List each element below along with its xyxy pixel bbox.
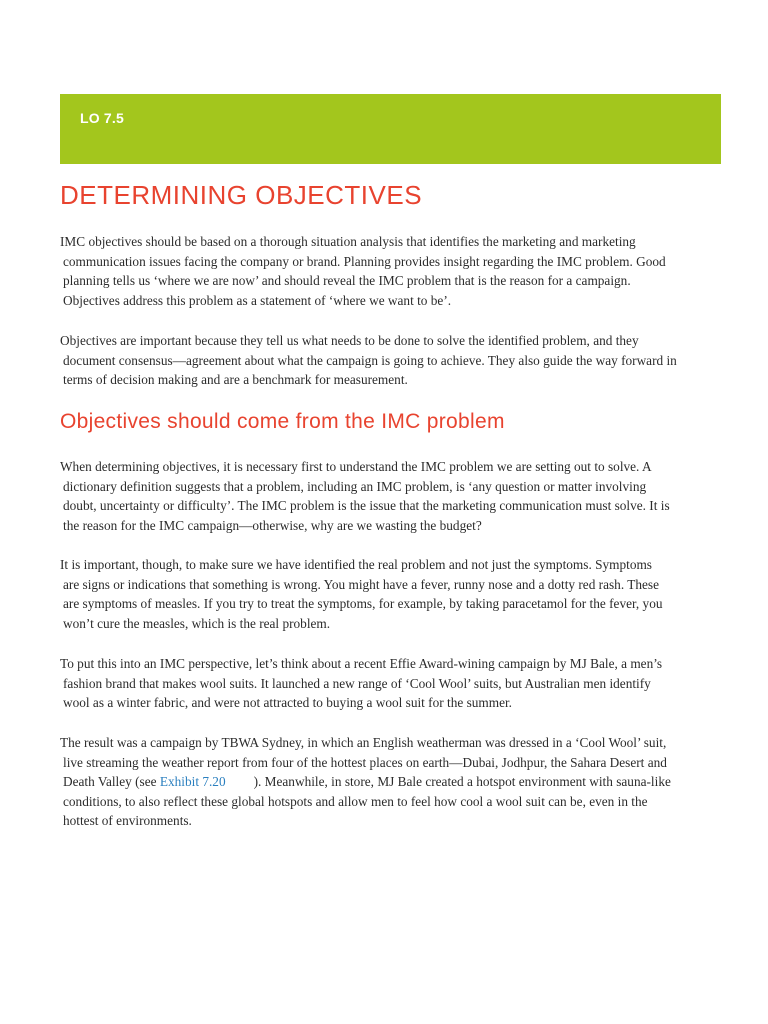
text-line: conditions, to also reflect these global hotspots and allow men to feel how cool a wool suit can be, even in the xyxy=(63,793,648,809)
text-line: hottest of environments. xyxy=(63,813,192,828)
text-line: IMC objectives should be based on a thorough situation analysis that identifies the marketing and marketing xyxy=(60,234,636,249)
text-fragment: ). Meanwhile, in store, MJ Bale created a hotspot environment with sauna-like xyxy=(253,774,671,789)
intro-paragraph-1 xyxy=(60,232,725,310)
text-line: document consensus—agreement about what the campaign is going to achieve. They also guide the way forward in xyxy=(63,352,677,368)
subsection-heading: Objectives should come from the IMC problem xyxy=(60,410,505,433)
text-line: dictionary definition suggests that a problem, including an IMC problem, is ‘any question or matter involving xyxy=(63,478,647,494)
text-line: It is important, though, to make sure we have identified the real problem and not just the symptoms. Symptoms xyxy=(60,557,652,572)
text-line xyxy=(60,772,725,792)
text-line: terms of decision making and are a benchmark for measurement. xyxy=(63,372,408,387)
text-line: won’t cure the measles, which is the real problem. xyxy=(63,615,331,631)
text-line: are symptoms of measles. If you try to treat the symptoms, for example, by taking paracetamol for the fever, you xyxy=(63,596,663,611)
body-paragraph-4 xyxy=(60,733,725,831)
text-line: When determining objectives, it is necessary first to understand the IMC problem we are setting out to solve. A xyxy=(60,459,652,474)
text-line: wool as a winter fabric, and were not attracted to buying a wool suit for the summer. xyxy=(63,695,513,710)
text-line: communication issues facing the company or brand. Planning provides insight regarding the IMC problem. Good xyxy=(63,253,666,269)
text-line: fashion brand that makes wool suits. It launched a new range of ‘Cool Wool’ suits, but Australian men identify xyxy=(63,675,651,691)
text-line: doubt, uncertainty or difficulty’. The IMC problem is the issue that the marketing communication must solve. It is xyxy=(63,498,670,513)
text-fragment: Death Valley (see xyxy=(63,774,160,789)
body-paragraph-3 xyxy=(60,654,725,713)
text-line: the reason for the IMC campaign—otherwise, why are we wasting the budget? xyxy=(63,517,482,533)
body-paragraph-2 xyxy=(60,555,725,633)
section-heading: DETERMINING OBJECTIVES xyxy=(60,180,423,210)
text-line: live streaming the weather report from four of the hottest places on earth—Dubai, Jodhpur, the Sahara Desert and xyxy=(63,754,667,770)
text-line: planning tells us ‘where we are now’ and should reveal the IMC problem that is the reason for a campaign. xyxy=(63,273,631,288)
exhibit-link[interactable]: Exhibit 7.20 xyxy=(159,774,226,789)
body-paragraph-1 xyxy=(60,457,725,535)
intro-paragraph-2 xyxy=(60,331,725,390)
text-line: Objectives address this problem as a statement of ‘where we want to be’. xyxy=(63,292,452,308)
learning-objective-label: LO 7.5 xyxy=(80,110,124,126)
text-line: To put this into an IMC perspective, let’s think about a recent Effie Award-wining campaign by MJ Bale, a men’s xyxy=(60,656,663,671)
text-line: are signs or indications that something is wrong. You might have a fever, runny nose and a dotty red rash. These xyxy=(63,576,659,592)
text-line: Objectives are important because they tell us what needs to be done to solve the identified problem, and they xyxy=(60,333,639,348)
learning-objective-banner xyxy=(60,94,721,164)
text-line: The result was a campaign by TBWA Sydney, in which an English weatherman was dressed in a ‘Cool Wool’ suit, xyxy=(60,735,667,750)
